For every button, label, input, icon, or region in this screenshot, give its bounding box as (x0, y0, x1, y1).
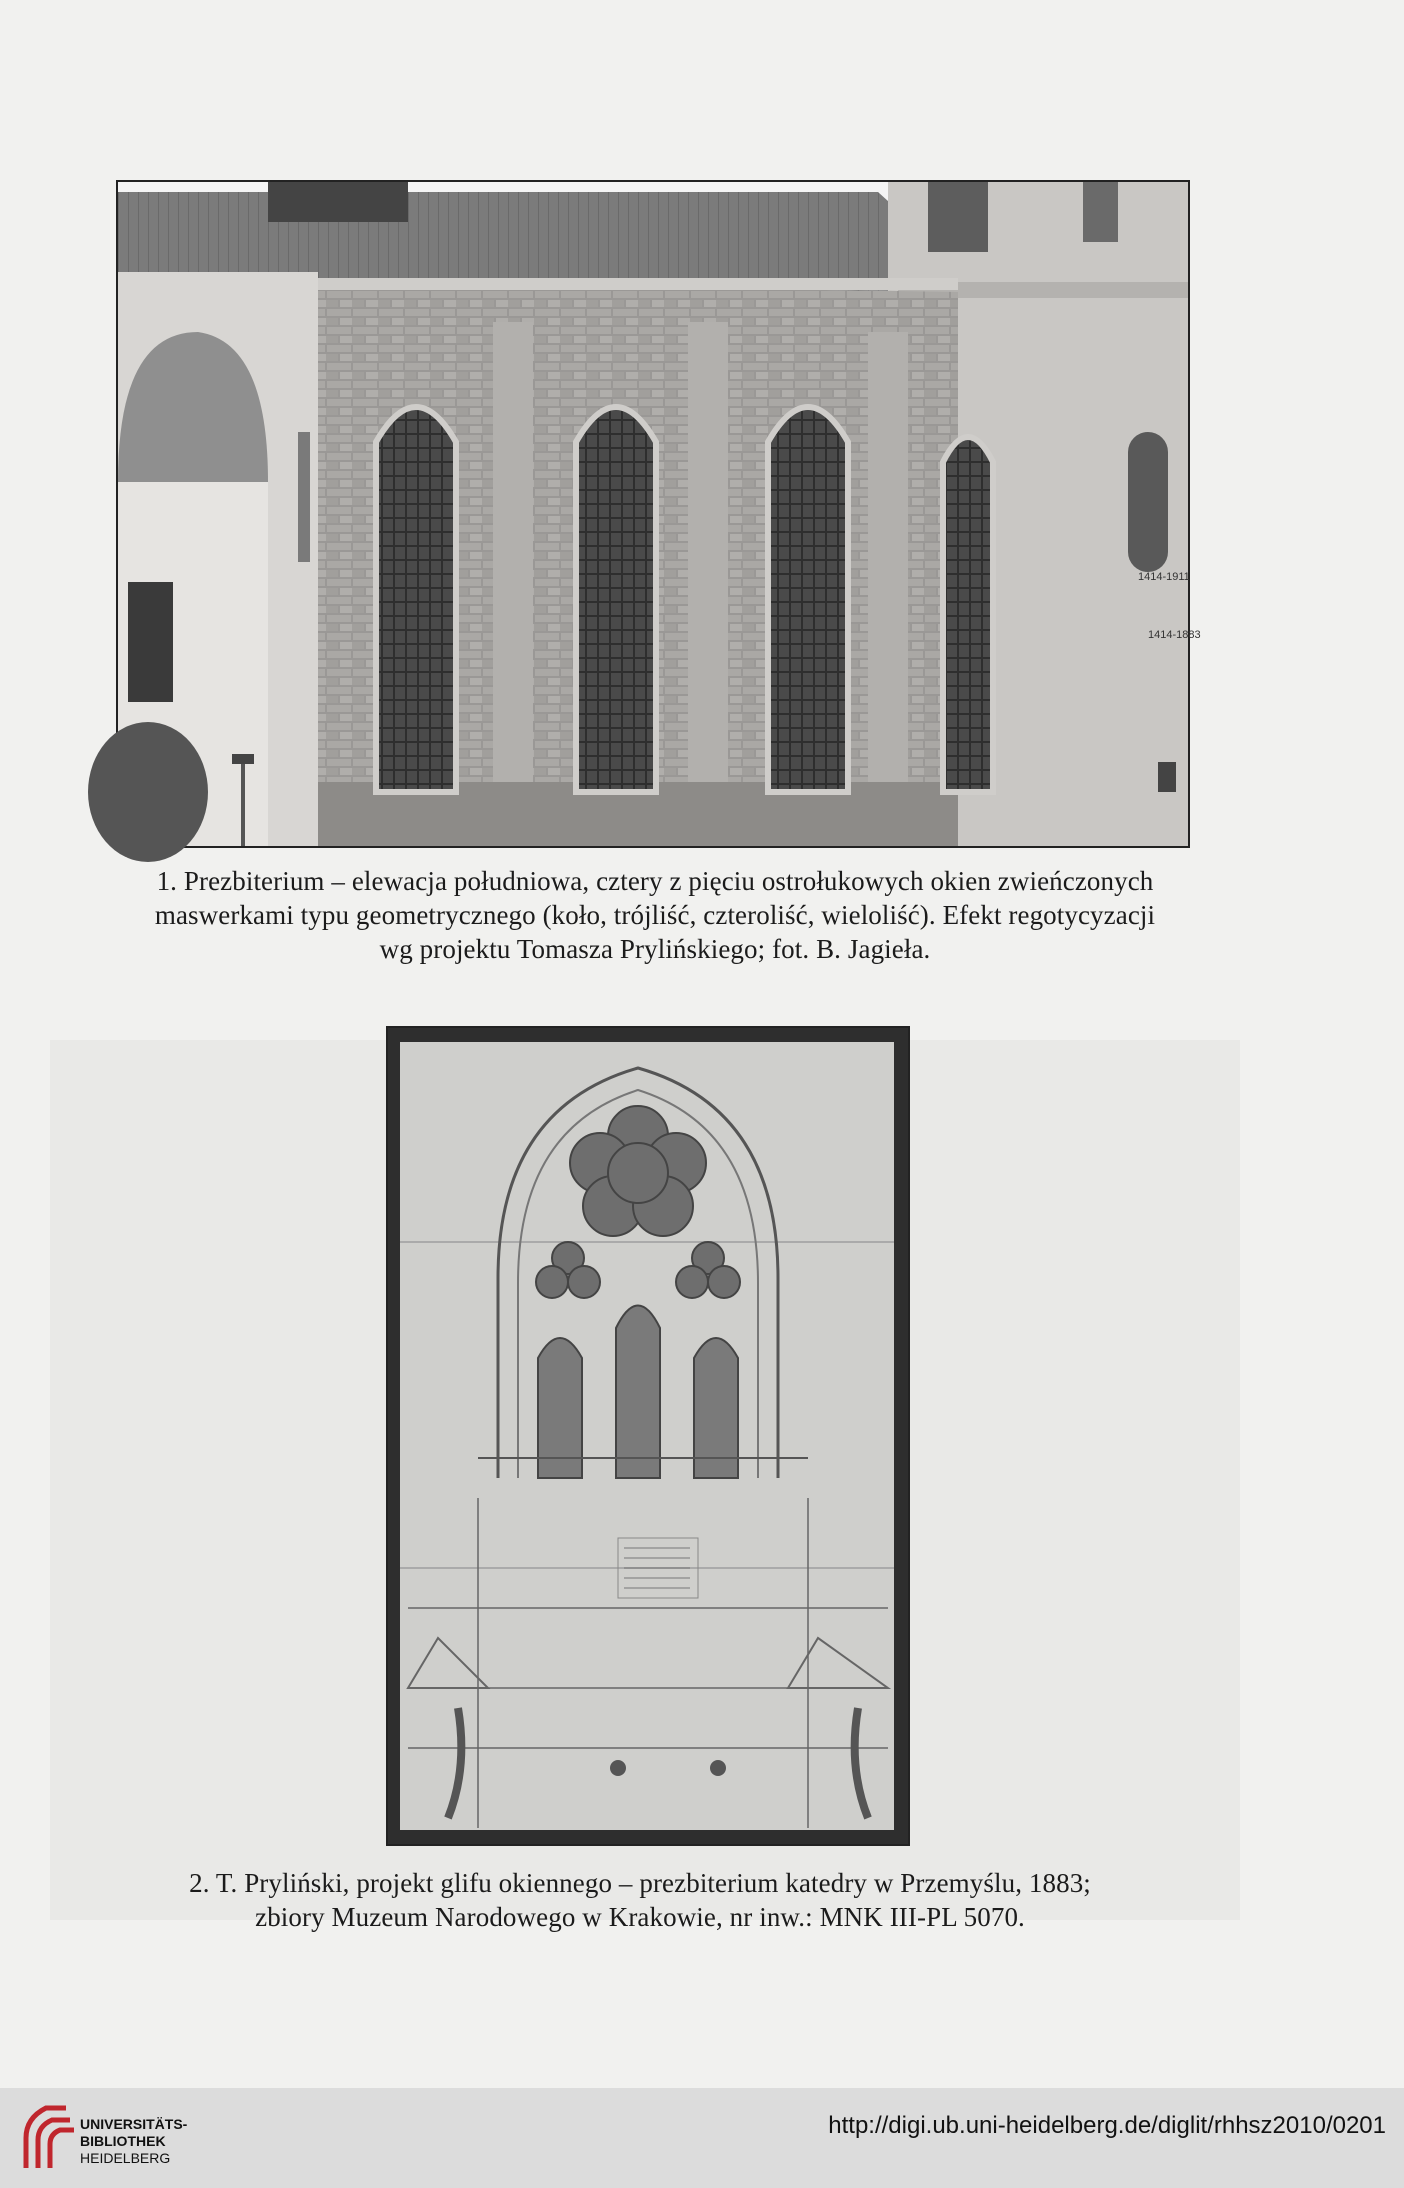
window-tracery-plan (388, 1028, 908, 1844)
library-name-line: BIBLIOTHEK (80, 2133, 166, 2149)
library-name-line: UNIVERSITÄTS- (80, 2116, 188, 2132)
figure-2-drawing (386, 1026, 910, 1846)
figure-2-caption (100, 1866, 1180, 1934)
library-name-line: HEIDELBERG (80, 2150, 171, 2166)
caption-line: wg projektu Tomasza Prylińskiego; fot. B. Jagieła. (379, 934, 931, 964)
cathedral-presbytery-photo (118, 182, 1201, 846)
figure-1-photograph (116, 180, 1201, 848)
svg-text:1414-1911: 1414-1911 (1138, 571, 1190, 583)
caption-line: zbiory Muzeum Narodowego w Krakowie, nr inw.: MNK III-PL 5070. (255, 1902, 1025, 1932)
caption-line: 2. T. Pryliński, projekt glifu okiennego – prezbiterium katedry w Przemyślu, 1883; (189, 1868, 1091, 1898)
source-url-link[interactable]: http://digi.ub.uni-heidelberg.de/diglit/rhhsz2010/0201 (828, 2112, 1386, 2139)
svg-text:1414-1883: 1414-1883 (1148, 629, 1201, 641)
caption-line: maswerkami typu geometrycznego (koło, trójliść, czteroliść, wieloliść). Efekt regotycyzacji (154, 900, 1156, 930)
library-name (80, 2116, 187, 2167)
figure-1-caption (80, 864, 1230, 966)
ub-heidelberg-logo-icon (16, 2098, 86, 2172)
caption-line: 1. Prezbiterium – elewacja południowa, cztery z pięciu ostrołukowych okien zwieńczonych (156, 866, 1154, 896)
